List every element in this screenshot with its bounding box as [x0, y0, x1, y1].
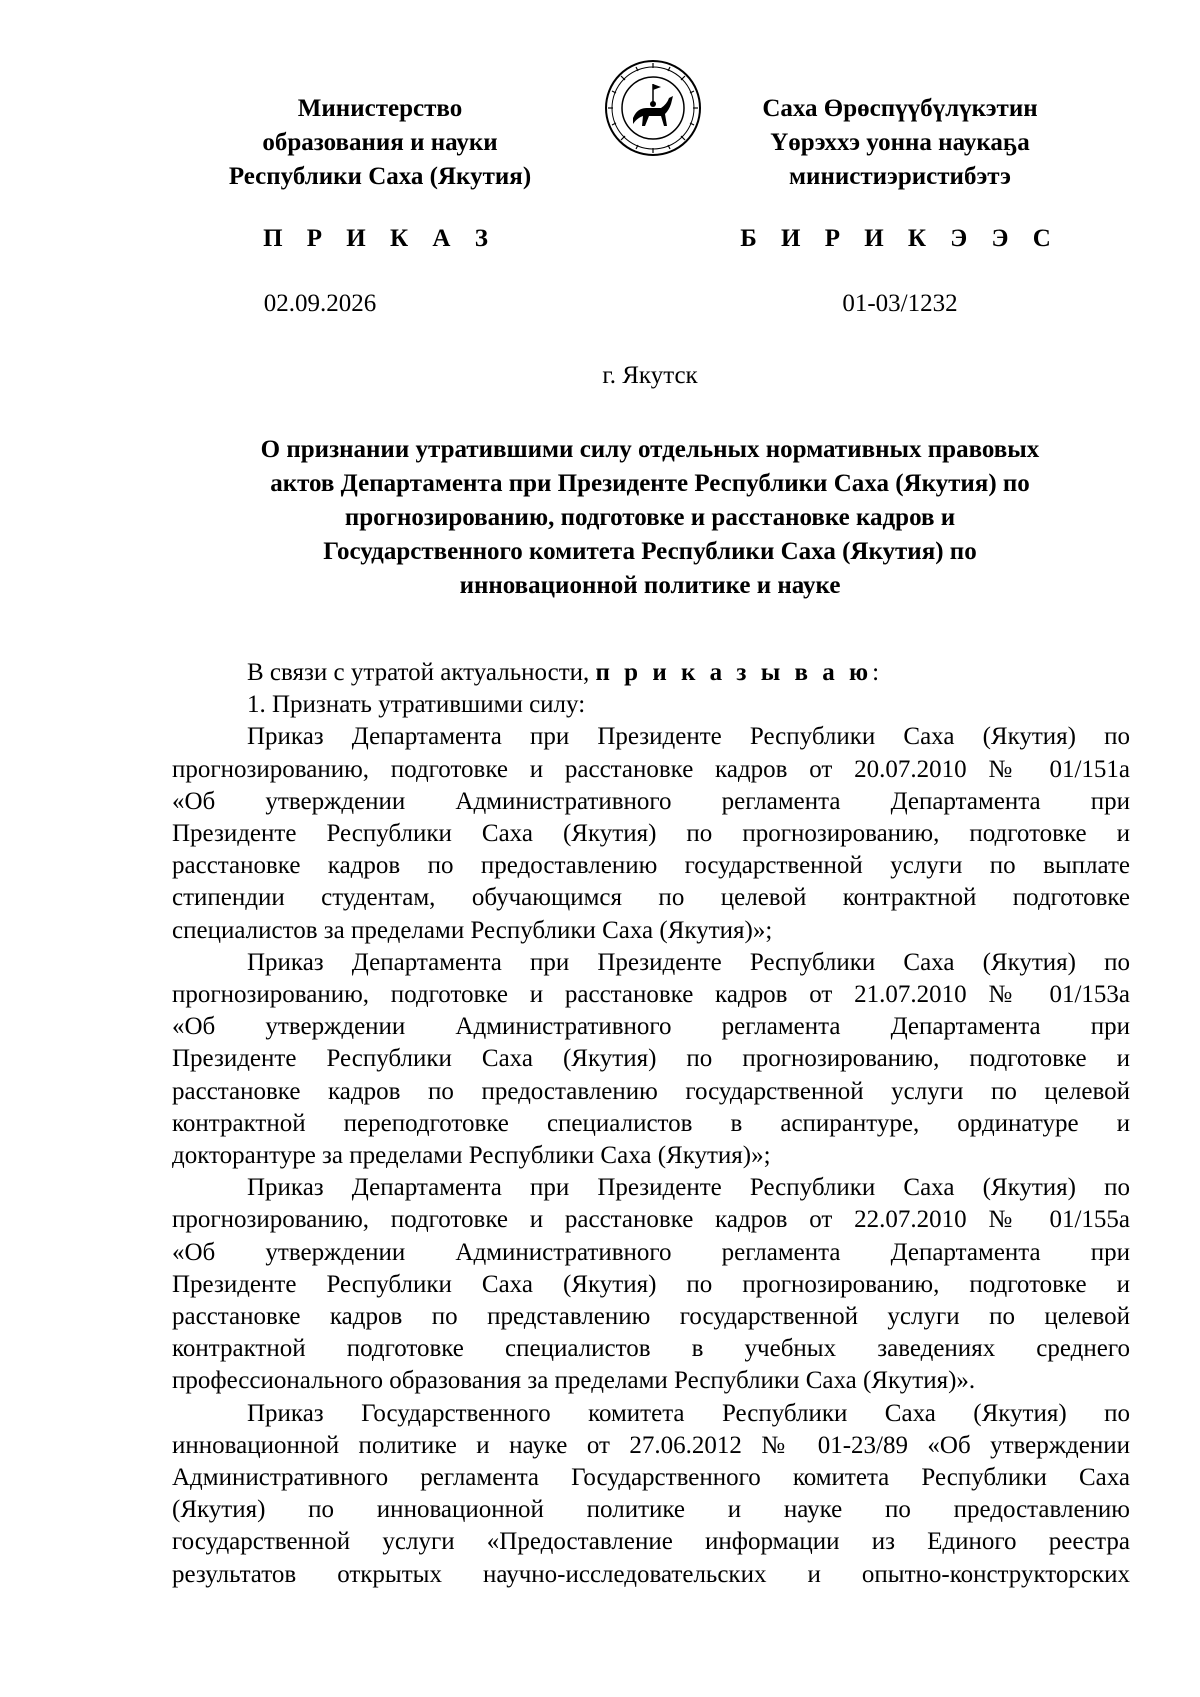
title-line: инновационной политике и науке	[459, 572, 841, 599]
paragraph-line: инновационной политике и науке от 27.06.2012 № 01-23/89 «Об утверждении	[172, 1431, 1130, 1459]
document-number: 01-03/1232	[842, 290, 958, 317]
paragraph-line: (Якутия) по инновационной политике и науке по предоставлению	[172, 1496, 1130, 1524]
title-line: прогнозированию, подготовке и расстановке кадров и	[344, 504, 956, 531]
paragraph-line: «Об утверждении Административного регламента Департамента при	[172, 1238, 1130, 1266]
intro-text: В связи с утратой актуальности,	[247, 659, 596, 686]
paragraph-line: Приказ Департамента при Президенте Республики Саха (Якутия) по	[247, 948, 1130, 976]
document-title	[160, 433, 1140, 603]
paragraph-line: прогнозированию, подготовке и расстановке кадров от 20.07.2010 № 01/151а	[172, 755, 1130, 783]
ministry-name-line: образования и науки	[262, 129, 498, 156]
ministry-name-russian	[180, 92, 580, 194]
paragraph-line: Приказ Государственного комитета Республики Саха (Якутия) по	[247, 1399, 1130, 1427]
paragraph-line: профессионального образования за пределами Республики Саха (Якутия)».	[172, 1367, 976, 1395]
paragraph-line: Президенте Республики Саха (Якутия) по прогнозированию, подготовке и	[172, 820, 1130, 848]
document-body	[172, 657, 1130, 1591]
paragraph-line: контрактной подготовке специалистов в учебных заведениях среднего	[172, 1335, 1130, 1363]
paragraph-line: результатов открытых научно-исследовательских и опытно-конструкторских	[172, 1560, 1130, 1588]
paragraph-line: расстановке кадров по предоставлению государственной услуги по выплате	[172, 852, 1130, 880]
title-line: Государственного комитета Республики Саха (Якутия) по	[323, 538, 977, 565]
ministry-name-line: Үөрэххэ уонна наукаҕа	[770, 129, 1030, 156]
paragraph-line: Президенте Республики Саха (Якутия) по прогнозированию, подготовке и	[172, 1045, 1130, 1073]
paragraph-line: Президенте Республики Саха (Якутия) по прогнозированию, подготовке и	[172, 1270, 1130, 1298]
paragraph-line: прогнозированию, подготовке и расстановке кадров от 22.07.2010 № 01/155а	[172, 1206, 1130, 1234]
paragraph-line: «Об утверждении Административного регламента Департамента при	[172, 1013, 1130, 1041]
ministry-name-sakha	[700, 92, 1100, 194]
ministry-name-line: Саха Өрөспүүбүлүкэтин	[762, 95, 1038, 122]
paragraph-line: Административного регламента Государственного комитета Республики Саха	[172, 1464, 1130, 1492]
paragraph-line: Приказ Департамента при Президенте Республики Саха (Якутия) по	[247, 723, 1130, 751]
paragraph-line: Приказ Департамента при Президенте Республики Саха (Якутия) по	[247, 1174, 1130, 1202]
title-line: актов Департамента при Президенте Республики Саха (Якутия) по	[270, 470, 1030, 497]
paragraph-line: расстановке кадров по предоставлению государственной услуги по целевой	[172, 1077, 1130, 1105]
title-line: О признании утратившими силу отдельных нормативных правовых	[260, 436, 1040, 463]
paragraph-line: государственной услуги «Предоставление информации из Единого реестра	[172, 1528, 1130, 1556]
intro-colon: :	[872, 659, 880, 686]
repealed-order-paragraph	[172, 947, 1130, 1172]
paragraph-line: стипендии студентам, обучающимся по целевой контрактной подготовке	[172, 884, 1130, 912]
paragraph-line: «Об утверждении Административного регламента Департамента при	[172, 787, 1130, 815]
document-city: г. Якутск	[602, 362, 698, 389]
ministry-name-line: Республики Саха (Якутия)	[228, 163, 532, 190]
intro-paragraph	[172, 657, 1130, 689]
ministry-name-line: Министерство	[297, 95, 463, 122]
order-verb: п р и к а з ы в а ю	[595, 659, 873, 686]
order-word-sakha: Б И Р И К Э Э С	[740, 225, 1060, 252]
paragraph-line: специалистов за пределами Республики Саха (Якутия)»;	[172, 916, 773, 944]
repealed-order-paragraph	[172, 1172, 1130, 1397]
repealed-order-paragraph	[172, 1398, 1130, 1591]
document-date: 02.09.2026	[263, 290, 377, 317]
coat-of-arms-emblem-icon	[603, 58, 703, 158]
item-1-heading: 1. Признать утратившими силу:	[247, 691, 586, 719]
paragraph-line: прогнозированию, подготовке и расстановке кадров от 21.07.2010 № 01/153а	[172, 981, 1130, 1009]
repealed-order-paragraph	[172, 721, 1130, 946]
paragraph-line: докторантуре за пределами Республики Саха (Якутия)»;	[172, 1142, 771, 1170]
paragraph-line: расстановке кадров по представлению государственной услуги по целевой	[172, 1303, 1130, 1331]
paragraph-line: контрактной переподготовке специалистов в аспирантуре, ординатуре и	[172, 1109, 1130, 1137]
order-word-russian: П Р И К А З	[263, 225, 497, 252]
ministry-name-line: министиэристибэтэ	[789, 163, 1011, 190]
